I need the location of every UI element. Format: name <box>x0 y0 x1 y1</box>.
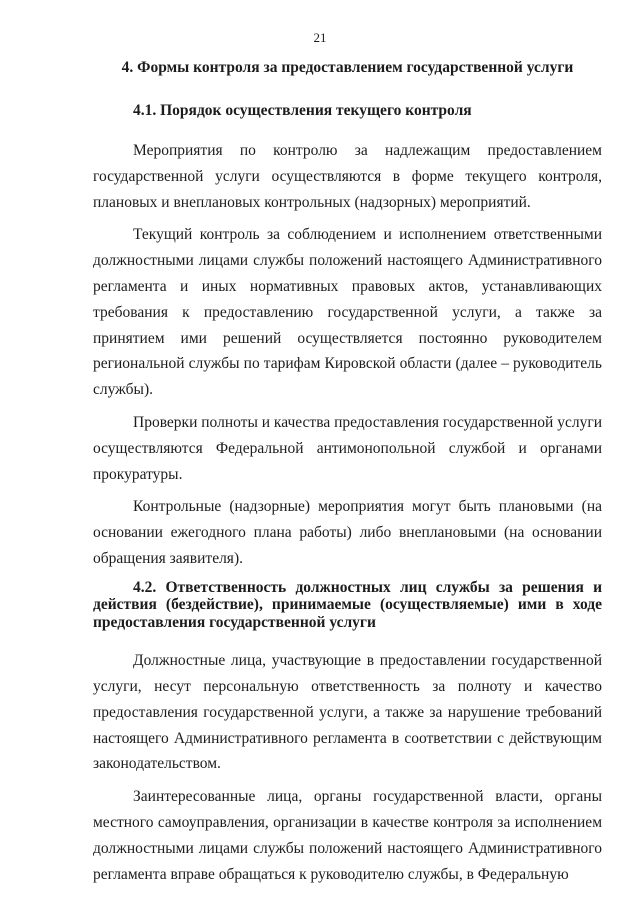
paragraph-4-1-4: Контрольные (надзорные) мероприятия могут быть плановыми (на основании ежегодного плана работы) либо внеплановыми (на основании обращения заявителя). <box>93 498 602 567</box>
paragraph-4-1-2: Текущий контроль за соблюдением и исполнением ответственными должностными лицами службы положений настоящего Административного регламента и иных нормативных правовых актов, устанавливающих требования к предоставлению государственной услуги, а также за принятием ими решений осуществляется постоянно руководителем региональной службы по тарифам Кировской области (далее – руководитель службы). <box>93 226 602 399</box>
page-number: 21 <box>313 30 327 45</box>
paragraph-4-1-3: Проверки полноты и качества предоставления государственной услуги осуществляются Федеральной антимонопольной службой и органами прокуратуры. <box>93 413 602 483</box>
paragraph-4-2-1: Должностные лица, участвующие в предоставлении государственной услуги, несут персональную ответственность за полноту и качество предоставления государственной услуги, а также за нарушение требований настоящего Административного регламента в соответствии с действующим законодательством. <box>93 652 602 773</box>
paragraph-4-1-1: Мероприятия по контролю за надлежащим предоставлением государственной услуги осуществляются в форме текущего контроля, плановых и внеплановых контрольных (надзорных) мероприятий. <box>93 142 602 211</box>
document-body <box>93 58 602 894</box>
section-4-heading: 4. Формы контроля за предоставлением государственной услуги <box>121 59 574 76</box>
section-4-1-heading: 4.1. Порядок осуществления текущего контроля <box>133 102 472 119</box>
paragraph-4-2-2: Заинтересованные лица, органы государственной власти, органы местного самоуправления, организации в качестве контроля за исполнением должностными лицами службы положений настоящего Административного регламента вправе обращаться к руководителю службы, в Федеральную <box>93 788 602 883</box>
section-4-2-heading: 4.2. Ответственность должностных лиц службы за решения и действия (бездействие), принимаемые (осуществляемые) ими в ходе предоставления государственной услуги <box>93 578 602 631</box>
